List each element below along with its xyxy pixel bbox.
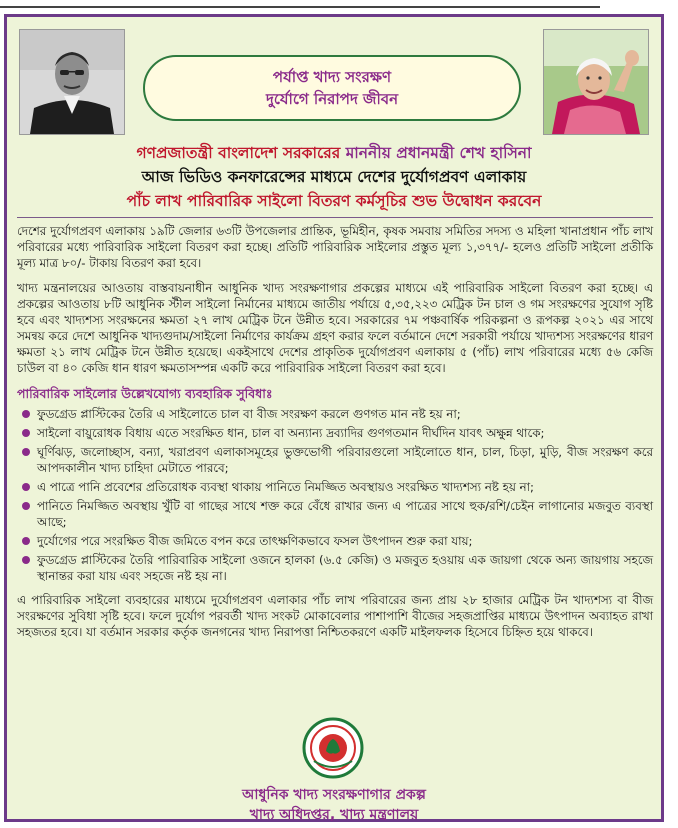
slogan-line-1: পর্যাপ্ত খাদ্য সংরক্ষণ xyxy=(272,68,392,86)
footer-ministry: খাদ্য অধিদপ্তর, খাদ্য মন্ত্রণালয় xyxy=(249,807,419,823)
benefit-text: এ পাত্রে পানি প্রবেশের প্রতিরোধক ব্যবস্থা থাকায় পানিতে নিমজ্জিত অবস্থায়ও সংরক্ষিত খাদ্যশস্য নষ্ট হয় না; xyxy=(37,480,534,494)
benefit-text: দুর্যোগের পরে সংরক্ষিত বীজ জমিতে বপন করে তাৎক্ষণিকভাবে ফসল উৎপাদন শুরু করা যায়; xyxy=(37,534,473,548)
headline-line-3: পাঁচ লাখ পারিবারিক সাইলো বিতরণ কর্মসূচির শুভ উদ্বোধন করবেন xyxy=(126,192,542,210)
list-item xyxy=(17,533,653,549)
benefit-text: সাইলো বায়ুরোধক বিধায় এতে সংরক্ষিত ধান, চাল বা অন্যান্য দ্রব্যাদির গুণগতমান দীর্ঘদিন যাবৎ অক্ষুন্ন থাকে; xyxy=(37,426,545,440)
paragraph-closing: এ পারিবারিক সাইলো ব্যবহারের মাধ্যমে দুর্যোগপ্রবণ এলাকার পাঁচ লাখ পরিবারের জন্য প্রায় ২৮ হাজার মেট্রিক টন খাদ্যশস্য বা বীজ সংরক্ষণের সুবিধা সৃষ্টি হবে। ফলে দুর্যোগ পরবর্তী খাদ্য সংকট মোকাবেলার পাশাপাশি বীজের সহজপ্রাপ্তির মাধ্যমে উৎপাদন অব্যাহত রাখা সহজতর হবে। যা বর্তমান সরকার কর্তৃক জনগনের খাদ্য নিরাপত্তা নিশ্চিতকরণে একটি মাইলফলক হিসেবে চিহ্নিত হয়ে থাকবে। xyxy=(17,593,653,639)
benefit-text: ঘূর্ণিঝড়, জলোচ্ছাস, বন্যা, খরাপ্রবণ এলাকাসমূহের ভুক্তভোগী পরিবারগুলো সাইলোতে ধান, চাল, চিড়া, মুড়ি, বীজ সংরক্ষণ করে আপদকালীন খাদ্য চাহিদা মেটাতে পারবে; xyxy=(37,445,653,475)
list-item xyxy=(17,498,653,530)
bullet-icon xyxy=(22,448,30,456)
bullet-icon xyxy=(22,537,30,545)
slogan-line-2: দুর্যোগে নিরাপদ জীবন xyxy=(265,90,399,108)
bullet-icon xyxy=(22,429,30,437)
list-item xyxy=(17,479,653,495)
headline-line-2: আজ ভিডিও কনফারেন্সের মাধ্যমে দেশের দুর্যোগপ্রবণ এলাকায় xyxy=(141,168,527,186)
portrait-left xyxy=(19,29,125,135)
slogan-box xyxy=(143,55,521,121)
headline-pm: মাননীয় প্রধানমন্ত্রী শেখ হাসিনা xyxy=(345,144,532,162)
benefits-title: পারিবারিক সাইলোর উল্লেখযোগ্য ব্যবহারিক সুবিধাঃ xyxy=(17,386,273,401)
bullet-icon xyxy=(22,410,30,418)
benefit-text: ফুডগ্রেড প্লাস্টিকের তৈরি এ সাইলোতে চাল বা বীজ সংরক্ষণ করলে গুণগত মান নষ্ট হয় না; xyxy=(37,407,461,421)
portrait-left-image xyxy=(20,30,124,134)
bullet-icon xyxy=(22,556,30,564)
paragraph-project: খাদ্য মন্ত্রনালয়ের আওতায় বাস্তবায়নাধীন আধুনিক খাদ্য সংরক্ষণাগার প্রকল্পের মাধ্যমে এই পারিবারিক সাইলো বিতরণ করা হচ্ছে। এ প্রকল্পের আওতায় ৮টি আধুনিক স্টীল সাইলো নির্মানের মাধ্যমে জাতীয় পর্যায়ে ৫,৩৫,২২৩ মেট্রিক টন চাল ও গম সংরক্ষণের সুযোগ সৃষ্টি হবে এবং খাদ্যশস্য সংরক্ষনের ক্ষমতা ২৭ লাখ মেট্রিক টনে উন্নীত হবে। সরকারের ৭ম পঞ্চবার্ষিক পরিকল্পনা ও রূপকল্প ২০২১ এর সাথে সমন্বয় করে দেশে আধুনিক খাদ্যগুদাম/সাইলো নির্মাণের কার্যক্রম গ্রহণ করার ফলে বর্তমানে দেশে সরকারী পর্যায়ে খাদ্যশস্য সংরক্ষণের ধারণ ক্ষমতা ২১ লাখ মেট্রিক টনে উন্নীত হয়েছে। একইসাথে দেশের প্রাকৃতিক দুর্যোগপ্রবণ এলাকায় ৫ (পাঁচ) লাখ পরিবারের মধ্যে ৫৬ কেজি চাউল বা ৪০ কেজি ধান ধারণ ক্ষমতাসম্পন্ন একটি করে পারিবারিক সাইলো বিতরণ করা হবে। xyxy=(17,281,653,375)
portrait-right xyxy=(543,29,649,135)
top-rule xyxy=(0,6,600,8)
benefits-list xyxy=(17,406,653,584)
paragraph-intro: দেশের দুর্যোগপ্রবণ এলাকায় ১৯টি জেলার ৬৩টি উপজেলার প্রান্তিক, ভূমিহীন, কৃষক সমবায় সমিতির সদস্য ও মহিলা খানাপ্রধান পাঁচ লাখ পরিবারের মধ্যে পারিবারিক সাইলো বিতরণ করা হচ্ছে। প্রতিটি পারিবারিক সাইলোর প্রস্তুত মূল্য ১,৩৭৭/- হলেও প্রতিটি সাইলো প্রতীকি মূল্য মাত্র ৮০/- টাকায় বিতরণ করা হবে। xyxy=(17,224,653,270)
footer xyxy=(7,785,661,825)
bullet-icon xyxy=(22,502,30,510)
benefit-text: ফুডগ্রেড প্লাস্টিকের তৈরি পারিবারিক সাইলো ওজনে হালকা (৬.৫ কেজি) ও মজবুত হওয়ায় এক জায়গা থেকে অন্য জায়গায় সহজে স্থানান্তর করা যায় এবং সহজে নষ্ট হয় না। xyxy=(37,553,653,583)
footer-project: আধুনিক খাদ্য সংরক্ষণাগার প্রকল্প xyxy=(242,787,426,803)
portrait-right-image xyxy=(544,30,648,134)
benefit-text: পানিতে নিমজ্জিত অবস্থায় খুঁটি বা গাছের সাথে শক্ত করে বেঁধে রাখার জন্য এ পাত্রের সাথে হুক/রশি/চেইন লাগানোর মজবুত ব্যবস্থা আছে; xyxy=(37,499,653,529)
body-text xyxy=(17,223,653,649)
headline xyxy=(13,141,655,213)
divider xyxy=(17,217,653,218)
headline-govt: গণপ্রজাতন্ত্রী বাংলাদেশ সরকারের xyxy=(136,144,346,162)
list-item xyxy=(17,444,653,476)
list-item xyxy=(17,406,653,422)
ad-panel xyxy=(4,14,664,822)
list-item xyxy=(17,425,653,441)
list-item xyxy=(17,552,653,584)
bullet-icon xyxy=(22,483,30,491)
headline-line-1 xyxy=(13,141,655,165)
government-seal-icon xyxy=(302,717,364,779)
